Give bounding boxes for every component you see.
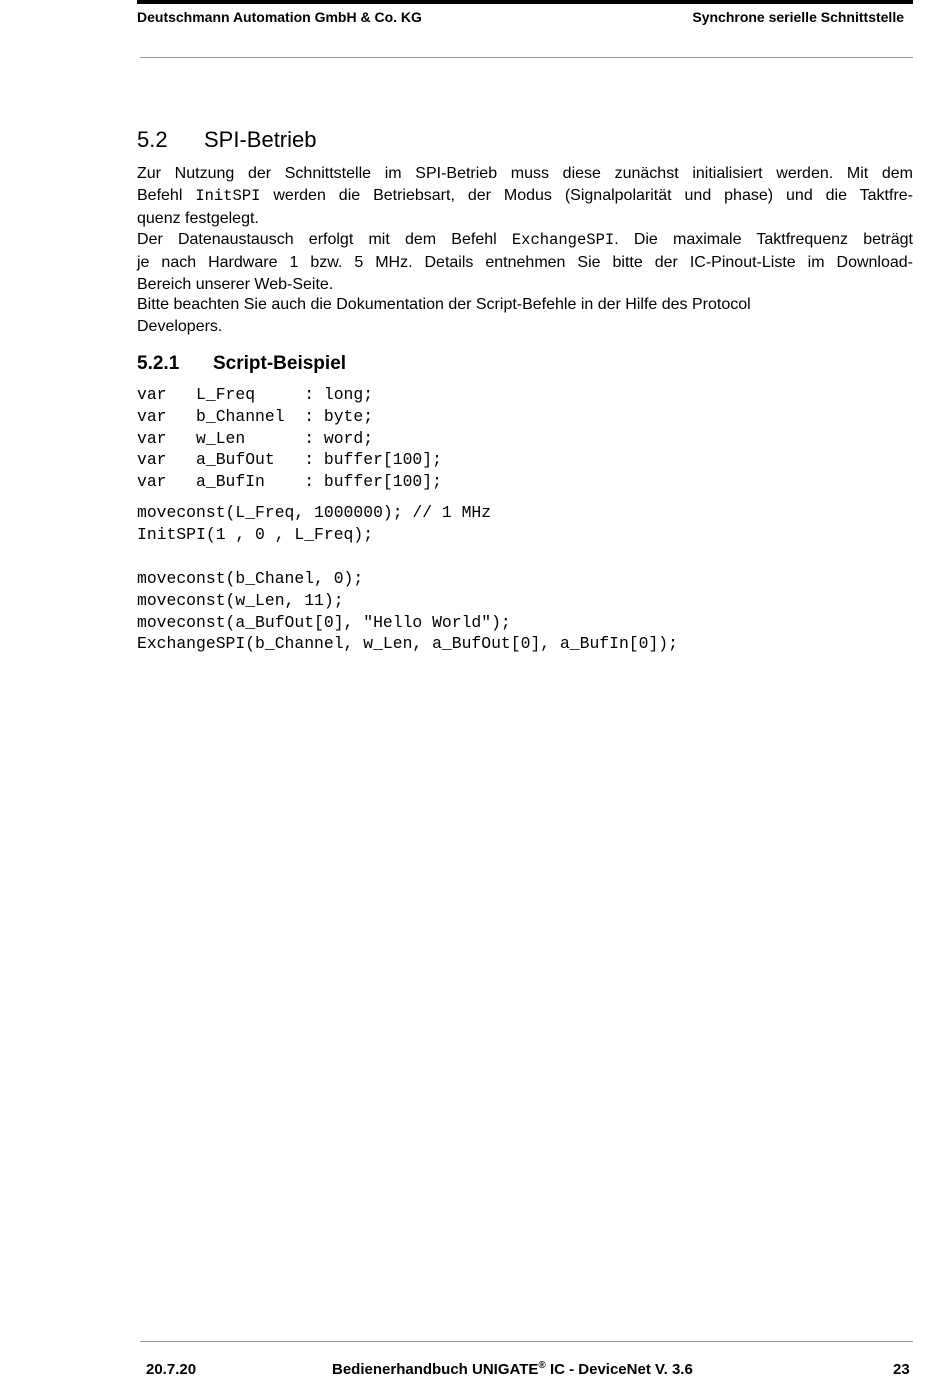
paragraph-text: . Die maximale Taktfrequenz beträgt: [614, 231, 914, 248]
paragraph-docs-note: [137, 294, 913, 338]
footer-page-number: 23: [893, 1361, 910, 1378]
subsection-number: 5.2.1: [137, 353, 180, 374]
section-number: 5.2: [137, 127, 168, 152]
header-company: Deutschmann Automation GmbH & Co. KG: [137, 9, 422, 25]
paragraph-text: Befehl: [137, 186, 196, 204]
subsection-title: Script-Beispiel: [213, 353, 347, 374]
header-divider: [140, 57, 913, 58]
inline-code-initspi: InitSPI: [195, 186, 261, 205]
footer-divider: [140, 1341, 913, 1342]
registered-trademark-mark: ®: [538, 1360, 546, 1371]
paragraph-line: [137, 229, 913, 252]
section-title: SPI-Betrieb: [204, 127, 317, 152]
footer-manual-title: [332, 1360, 693, 1380]
inline-code-exchangespi: ExchangeSPI: [511, 231, 615, 249]
paragraph-exchange: [137, 229, 913, 295]
code-block-init: moveconst(L_Freq, 1000000); // 1 MHz InitSPI(1 , 0 , L_Freq);: [137, 503, 492, 544]
code-block-declarations: var L_Freq : long; var b_Channel : byte; var w_Len : word; var a_BufOut : buffer[100]; var a_BufIn : buffer[100];: [137, 385, 442, 492]
paragraph-line: je nach Hardware 1 bzw. 5 MHz. Details entnehmen Sie bitte der IC-Pinout-Liste im Download-: [137, 253, 913, 271]
code-block-transfer: moveconst(b_Chanel, 0); moveconst(w_Len, 11); moveconst(a_BufOut[0], "Hello World"); ExchangeSPI(b_Channel, w_Len, a_BufOut[0], a_BufIn[0]);: [137, 569, 678, 654]
paragraph-text: Der Datenaustausch erfolgt mit dem Befehl: [137, 231, 512, 248]
paragraph-intro: [137, 163, 913, 229]
header-chapter: Synchrone serielle Schnittstelle: [692, 9, 904, 25]
footer-title-text: Bedienerhandbuch UNIGATE: [332, 1361, 539, 1378]
paragraph-line: Bitte beachten Sie auch die Dokumentation der Script-Befehle in der Hilfe des Protocol: [137, 296, 751, 313]
header-top-rule: [137, 0, 913, 4]
footer-date: 20.7.20: [146, 1361, 197, 1378]
paragraph-line: Bereich unserer Web-Seite.: [137, 275, 334, 293]
paragraph-line: Developers.: [137, 317, 223, 335]
footer-title-text: IC - DeviceNet V. 3.6: [545, 1361, 693, 1378]
paragraph-line: quenz festgelegt.: [137, 209, 259, 227]
paragraph-line: [137, 185, 913, 208]
paragraph-text: werden die Betriebsart, der Modus (Signalpolarität und phase) und die Taktfre-: [260, 186, 913, 204]
paragraph-line: Zur Nutzung der Schnittstelle im SPI-Betrieb muss diese zunächst initialisiert werden. Mit dem: [137, 165, 913, 182]
